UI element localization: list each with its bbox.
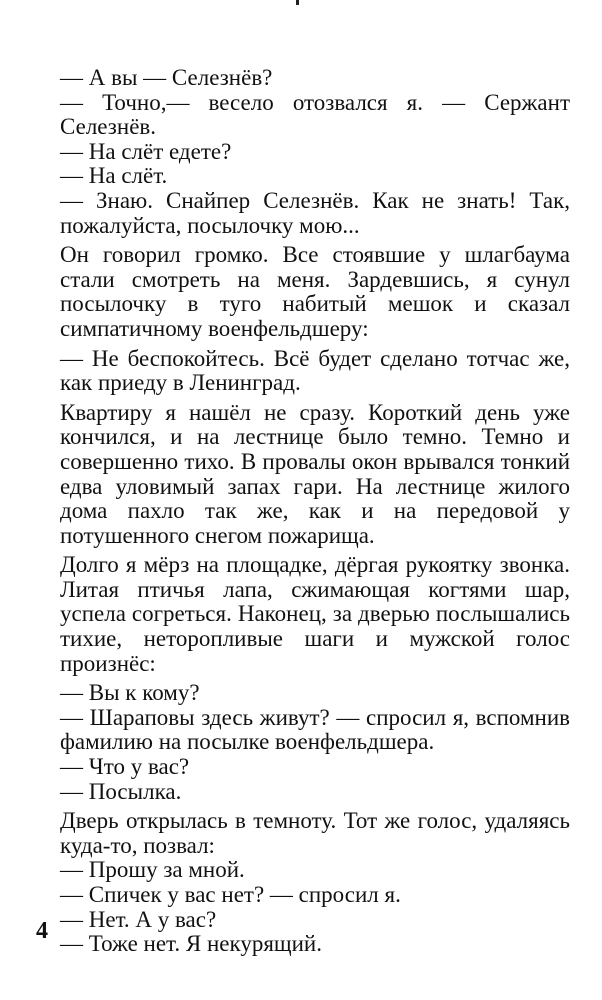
paragraph-5: — Знаю. Снайпер Селезнёв. Как не знать! Так, пожалуйста, посылочку мою... [60,187,570,238]
paragraph-18: — Тоже нет. Я некурящий. [60,931,322,957]
paragraph-16: — Спичек у вас нет? — спросил я. [60,882,401,907]
paragraph-2: — Точно,— весело отозвался я. — Сержант Селезнёв. [60,89,570,140]
paragraph-12: — Что у вас? [60,754,190,780]
paragraph-7: — Не беспокойтесь. Всё будет сделано тотчас же, как приеду в Ленинград. [60,345,570,396]
paragraph-17: — Нет. А у вас? [60,906,217,932]
paragraph-9: Долго я мёрз на площадке, дёргая рукоятку звонка. Литая птичья лапа, сжимающая когтями шар, успела согреться. Наконец, за дверью послышались тихие, неторопливые шаги и мужской голос произнёс: [60,552,570,676]
paragraph-3: — На слёт едете? [60,138,232,164]
page-number: 4 [36,918,48,944]
top-ink-mark [296,0,299,5]
paragraph-15: — Прошу за мной. [60,857,245,883]
paragraph-6: Он говорил громко. Все стоявшие у шлагбаума стали смотреть на меня. Зардевшись, я сунул посылочку в туго набитый мешок и сказал симпатичному военфельдшеру: [60,242,570,341]
paragraph-4: — На слёт. [60,163,168,189]
paragraph-1: — А вы — Селезнёв? [60,65,273,90]
paragraph-14: Дверь открылась в темноту. Тот же голос, удаляясь куда-то, позвал: [60,808,570,858]
paragraph-8: Квартиру я нашёл не сразу. Короткий день уже кончился, и на лестнице было темно. Темно и совершенно тихо. В провалы окон врывался тонкий едва уловимый запах гари. На лестнице жилого дома пахло так же, как и на передовой у потушенного снегом пожарища. [60,399,570,548]
paragraph-13: — Посылка. [60,778,182,804]
paragraph-11: — Шараповы здесь живут? — спросил я, вспомнив фамилию на посылке военфельдшера. [60,704,570,755]
paragraph-10: — Вы к кому? [60,680,200,706]
page-text [60,66,570,957]
